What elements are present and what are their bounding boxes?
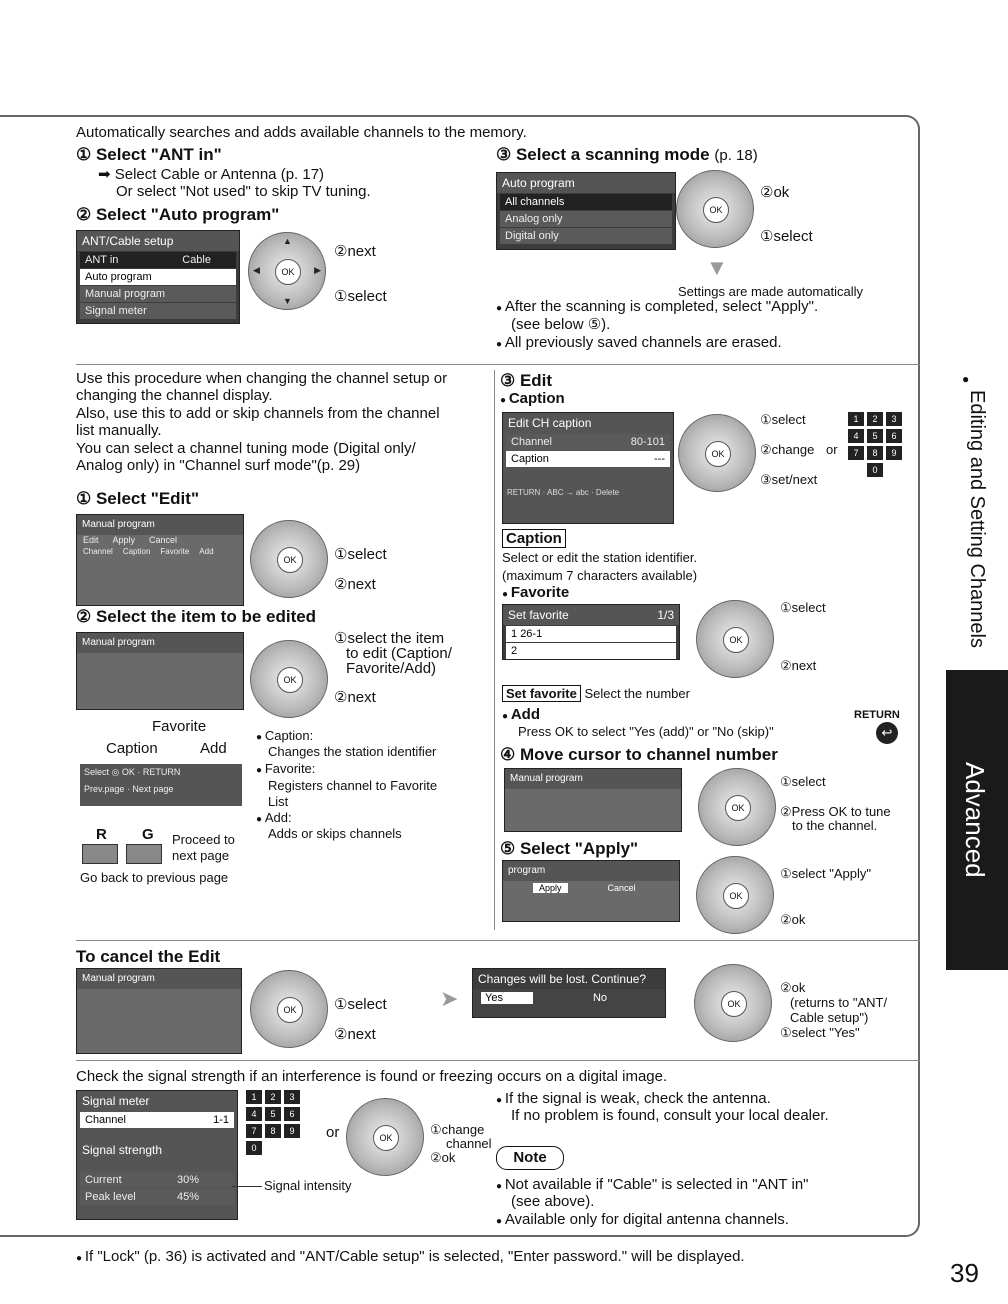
number-keys-icon (848, 412, 902, 477)
key-9: 9 (284, 1124, 300, 1138)
set-favorite-box: Set favorite Select the number (502, 686, 690, 701)
manual-program-menu-4: Manual program (76, 968, 242, 1054)
step1-title: ① Select "ANT in" (76, 145, 222, 164)
menu-row-channel[interactable]: Channel 1-1 (80, 1112, 234, 1128)
step4-title: ④ Move cursor to channel number (500, 745, 778, 764)
red-key-label: R (96, 826, 107, 843)
label-select: ①select (334, 996, 387, 1013)
caption-desc-1: Select or edit the station identifier. (502, 550, 698, 565)
step1-line1: ➡ Select Cable or Antenna (p. 17) (98, 166, 325, 183)
bullet-caption-desc: Changes the station identifier (268, 744, 437, 759)
menu-row-auto-program[interactable]: Auto program (80, 269, 236, 285)
key-6: 6 (284, 1107, 300, 1121)
label-select: ①select (334, 288, 387, 305)
signal-bullet-2b: (see above). (511, 1193, 595, 1210)
signal-change: ①change (430, 1122, 485, 1137)
menu-columns: Channel Caption Favorite Add (83, 547, 214, 556)
key-5: 5 (265, 1107, 281, 1121)
proceed-text-2: next page (172, 848, 230, 863)
number-keys-icon (246, 1090, 300, 1155)
next-page-label: Next page (132, 784, 174, 794)
manual-p1: Use this procedure when changing the channel setup or (76, 370, 448, 387)
manual-step2-title: ② Select the item to be edited (76, 607, 317, 626)
label-next: ②next (334, 689, 376, 706)
key-0: 0 (246, 1141, 262, 1155)
key-5: 5 (867, 429, 883, 443)
menu-row-all-channels[interactable]: All channels (500, 194, 672, 210)
footer-note: ● If "Lock" (p. 36) is activated and "ANT/Cable setup" is selected, "Enter password." will be displayed. (76, 1248, 745, 1267)
key-4: 4 (246, 1107, 262, 1121)
key-0: 0 (867, 463, 883, 477)
key-1: 1 (246, 1090, 262, 1104)
cancel-title: To cancel the Edit (76, 947, 221, 966)
label-caption: Caption (106, 740, 158, 757)
remote-wheel-icon: OK (250, 970, 328, 1048)
label-next: ②next (334, 243, 376, 260)
menu-row-analog-only[interactable]: Analog only (500, 211, 672, 227)
bullet-caption: ● Caption: (256, 728, 313, 745)
manual-step1-title: ① Select "Edit" (76, 489, 200, 508)
side-bullet-icon: ● (962, 372, 970, 386)
remote-wheel-icon: OK (698, 768, 776, 846)
key-7: 7 (246, 1124, 262, 1138)
menu-title: ANT/Cable setup (77, 231, 239, 251)
signal-bullet-1b: If no problem is found, consult your local dealer. (511, 1107, 829, 1124)
prev-page-label: Prev.page (84, 784, 125, 794)
label-or: or (326, 1124, 340, 1141)
add-heading: ● Add (502, 706, 540, 725)
red-button[interactable] (82, 844, 118, 864)
help-bar: Select ◎ OK · RETURN Prev.page · Next page (80, 764, 242, 806)
edit-caption-menu: Edit CH caption Channel 80-101 Caption --- RETURN · ABC → abc · Delete (502, 412, 674, 524)
step1-line2: Or select "Not used" to skip TV tuning. (116, 183, 371, 200)
signal-ok: ②ok (430, 1150, 456, 1165)
dialog-text: Changes will be lost. Continue? (473, 969, 665, 989)
note-badge: Note (496, 1146, 564, 1170)
label-select: ①select (780, 774, 826, 789)
manual-p4: list manually. (76, 422, 162, 439)
key-8: 8 (867, 446, 883, 460)
label-change: ②change (760, 442, 815, 457)
label-ok: ②ok (760, 184, 790, 201)
peak-row: Peak level 45% (80, 1189, 234, 1205)
signal-meter-menu (76, 1090, 238, 1220)
key-2: 2 (265, 1090, 281, 1104)
signal-channel: channel (446, 1136, 492, 1151)
manual-program-menu (76, 514, 244, 606)
right-arrow-icon: ➤ (440, 986, 459, 1011)
remote-wheel-icon: OK (250, 640, 328, 718)
edit-caption-heading: ● Caption (500, 390, 565, 409)
side-tab (946, 670, 1008, 970)
menu-buttons (77, 535, 243, 545)
go-back-text: Go back to previous page (80, 870, 229, 885)
cancel-returns-2: Cable setup") (790, 1010, 869, 1025)
return-icon: ↩ (876, 722, 898, 744)
step5-title: ⑤ Select "Apply" (500, 839, 639, 858)
page-number: 39 (950, 1258, 979, 1288)
remote-wheel-icon: OK (676, 170, 754, 248)
intro-text: Automatically searches and adds available channels to the memory. (76, 124, 527, 141)
cancel-ok: ②ok (780, 980, 806, 995)
signal-intro: Check the signal strength if an interference is found or freezing occurs on a digital image. (76, 1068, 668, 1085)
return-label: RETURN (854, 709, 900, 721)
divider (76, 940, 920, 941)
scan-bullet-1: ● After the scanning is completed, select "Apply". (496, 298, 818, 317)
bullet-favorite-desc-2: List (268, 794, 289, 809)
menu-row-signal-meter[interactable]: Signal meter (80, 303, 236, 319)
label-set-next: ③set/next (760, 472, 818, 487)
signal-intensity-label: Signal intensity (264, 1178, 352, 1193)
menu-title: Manual program (77, 515, 243, 535)
caption-box-label: Caption (502, 530, 566, 547)
favorite-row-1[interactable]: 1 26-1 (506, 626, 676, 642)
bullet-favorite-desc: Registers channel to Favorite (268, 778, 438, 793)
key-7: 7 (848, 446, 864, 460)
green-button[interactable] (126, 844, 162, 864)
edit-title: ③ Edit (500, 371, 553, 390)
bullet-add-desc: Adds or skips channels (268, 826, 402, 841)
label-next: ②next (334, 576, 376, 593)
divider (76, 1060, 920, 1061)
side-tab-label: Advanced (960, 762, 990, 878)
cancel-button[interactable]: Cancel (607, 883, 636, 893)
menu-row-caption[interactable]: Caption --- (506, 451, 670, 467)
set-favorite-menu: Set favorite 1/3 1 26-1 2 (502, 604, 680, 660)
menu-row-channel: Channel 80-101 (506, 434, 670, 450)
no-button[interactable]: No (592, 992, 608, 1004)
menu-row-manual-program[interactable]: Manual program (80, 286, 236, 302)
cancel-returns: (returns to "ANT/ (790, 995, 888, 1010)
remote-wheel-icon: OK ▲ ▼ ◀ ▶ (248, 232, 326, 310)
label-favorite: Favorite (152, 718, 207, 735)
current-row: Current 30% (80, 1172, 234, 1188)
signal-bullet-2: ● Not available if "Cable" is selected in "ANT in" (496, 1176, 809, 1195)
green-key-label: G (142, 826, 154, 843)
label-select: ①select (780, 600, 826, 615)
label-next: ②next (334, 1026, 376, 1043)
remote-wheel-icon: OK (696, 600, 774, 678)
step3-title: ③ Select a scanning mode (p. 18) (496, 145, 758, 164)
auto-program-menu (496, 172, 676, 250)
menu-title: Signal meter (77, 1091, 237, 1111)
label-next: ②next (780, 658, 817, 673)
label-select-item-2: to edit (Caption/ (346, 645, 452, 662)
ant-cable-menu (76, 230, 240, 324)
key-4: 4 (848, 429, 864, 443)
yes-button[interactable]: Yes (481, 992, 533, 1004)
remote-wheel-icon: OK (250, 520, 328, 598)
favorite-heading: ● Favorite (502, 584, 569, 603)
favorite-row-2[interactable]: 2 (506, 643, 676, 659)
confirm-dialog (472, 968, 666, 1018)
remote-wheel-icon: OK (678, 414, 756, 492)
proceed-text: Proceed to (172, 832, 235, 847)
remote-wheel-icon: OK (696, 856, 774, 934)
menu-title: Edit CH caption (503, 413, 673, 433)
label-or: or (826, 442, 838, 457)
apply-button[interactable]: Apply (533, 883, 568, 893)
cancel-button[interactable]: Cancel (149, 535, 178, 545)
program-menu: program Apply Cancel (502, 860, 680, 922)
caption-desc-2: (maximum 7 characters available) (502, 568, 698, 583)
label-select-item: ①select the item (334, 630, 445, 647)
label-select: ①select (760, 228, 813, 245)
step2-title: ② Select "Auto program" (76, 205, 280, 224)
key-3: 3 (886, 412, 902, 426)
key-8: 8 (265, 1124, 281, 1138)
manual-program-menu-2: Manual program (76, 632, 244, 710)
manual-p2: changing the channel display. (76, 387, 273, 404)
remote-wheel-icon: OK (346, 1098, 424, 1176)
key-9: 9 (886, 446, 902, 460)
apply-button[interactable]: Apply (112, 535, 136, 545)
manual-p6: Analog only) in "Channel surf mode"(p. 29) (76, 457, 361, 474)
pointer-line (232, 1186, 262, 1187)
bullet-add: ● Add: (256, 810, 292, 827)
down-arrow-icon: ▼ (706, 255, 728, 280)
remote-wheel-icon: OK (694, 964, 772, 1042)
manual-p3: Also, use this to add or skip channels from the channel (76, 405, 440, 422)
step4-press-ok-2: to the channel. (792, 818, 878, 833)
menu-row-digital-only[interactable]: Digital only (500, 228, 672, 244)
signal-strength-label: Signal strength (82, 1143, 163, 1157)
add-desc: Press OK to select "Yes (add)" or "No (skip)" (518, 724, 774, 739)
step4-press-ok: ②Press OK to tune (780, 804, 891, 819)
scan-bullet-2: ● All previously saved channels are erased. (496, 334, 782, 353)
signal-bullet-1: ● If the signal is weak, check the antenna. (496, 1090, 771, 1109)
key-2: 2 (867, 412, 883, 426)
label-select: ①select (760, 412, 806, 427)
menu-title: Auto program (497, 173, 675, 193)
signal-bullet-3: ● Available only for digital antenna channels. (496, 1211, 789, 1230)
label-add: Add (200, 740, 227, 757)
manual-p5: You can select a channel tuning mode (Digital only/ (76, 440, 416, 457)
scan-bullet-1b: (see below ⑤). (511, 316, 611, 333)
label-select-item-3: Favorite/Add) (346, 660, 437, 677)
scan-note: Settings are made automatically (678, 284, 863, 299)
cancel-select-yes: ①select "Yes" (780, 1025, 860, 1040)
side-section-label: Editing and Setting Channels (966, 390, 988, 648)
edit-button[interactable]: Edit (83, 535, 99, 545)
key-1: 1 (848, 412, 864, 426)
key-3: 3 (284, 1090, 300, 1104)
label-ok: ②ok (780, 912, 806, 927)
key-6: 6 (886, 429, 902, 443)
step5-select-apply: ①select "Apply" (780, 866, 871, 881)
divider (76, 364, 920, 365)
label-select: ①select (334, 546, 387, 563)
column-divider (494, 370, 495, 930)
bullet-favorite: ● Favorite: (256, 761, 315, 778)
menu-row-ant-in[interactable]: ANT in Cable (80, 252, 236, 268)
manual-program-menu-3: Manual program (504, 768, 682, 832)
